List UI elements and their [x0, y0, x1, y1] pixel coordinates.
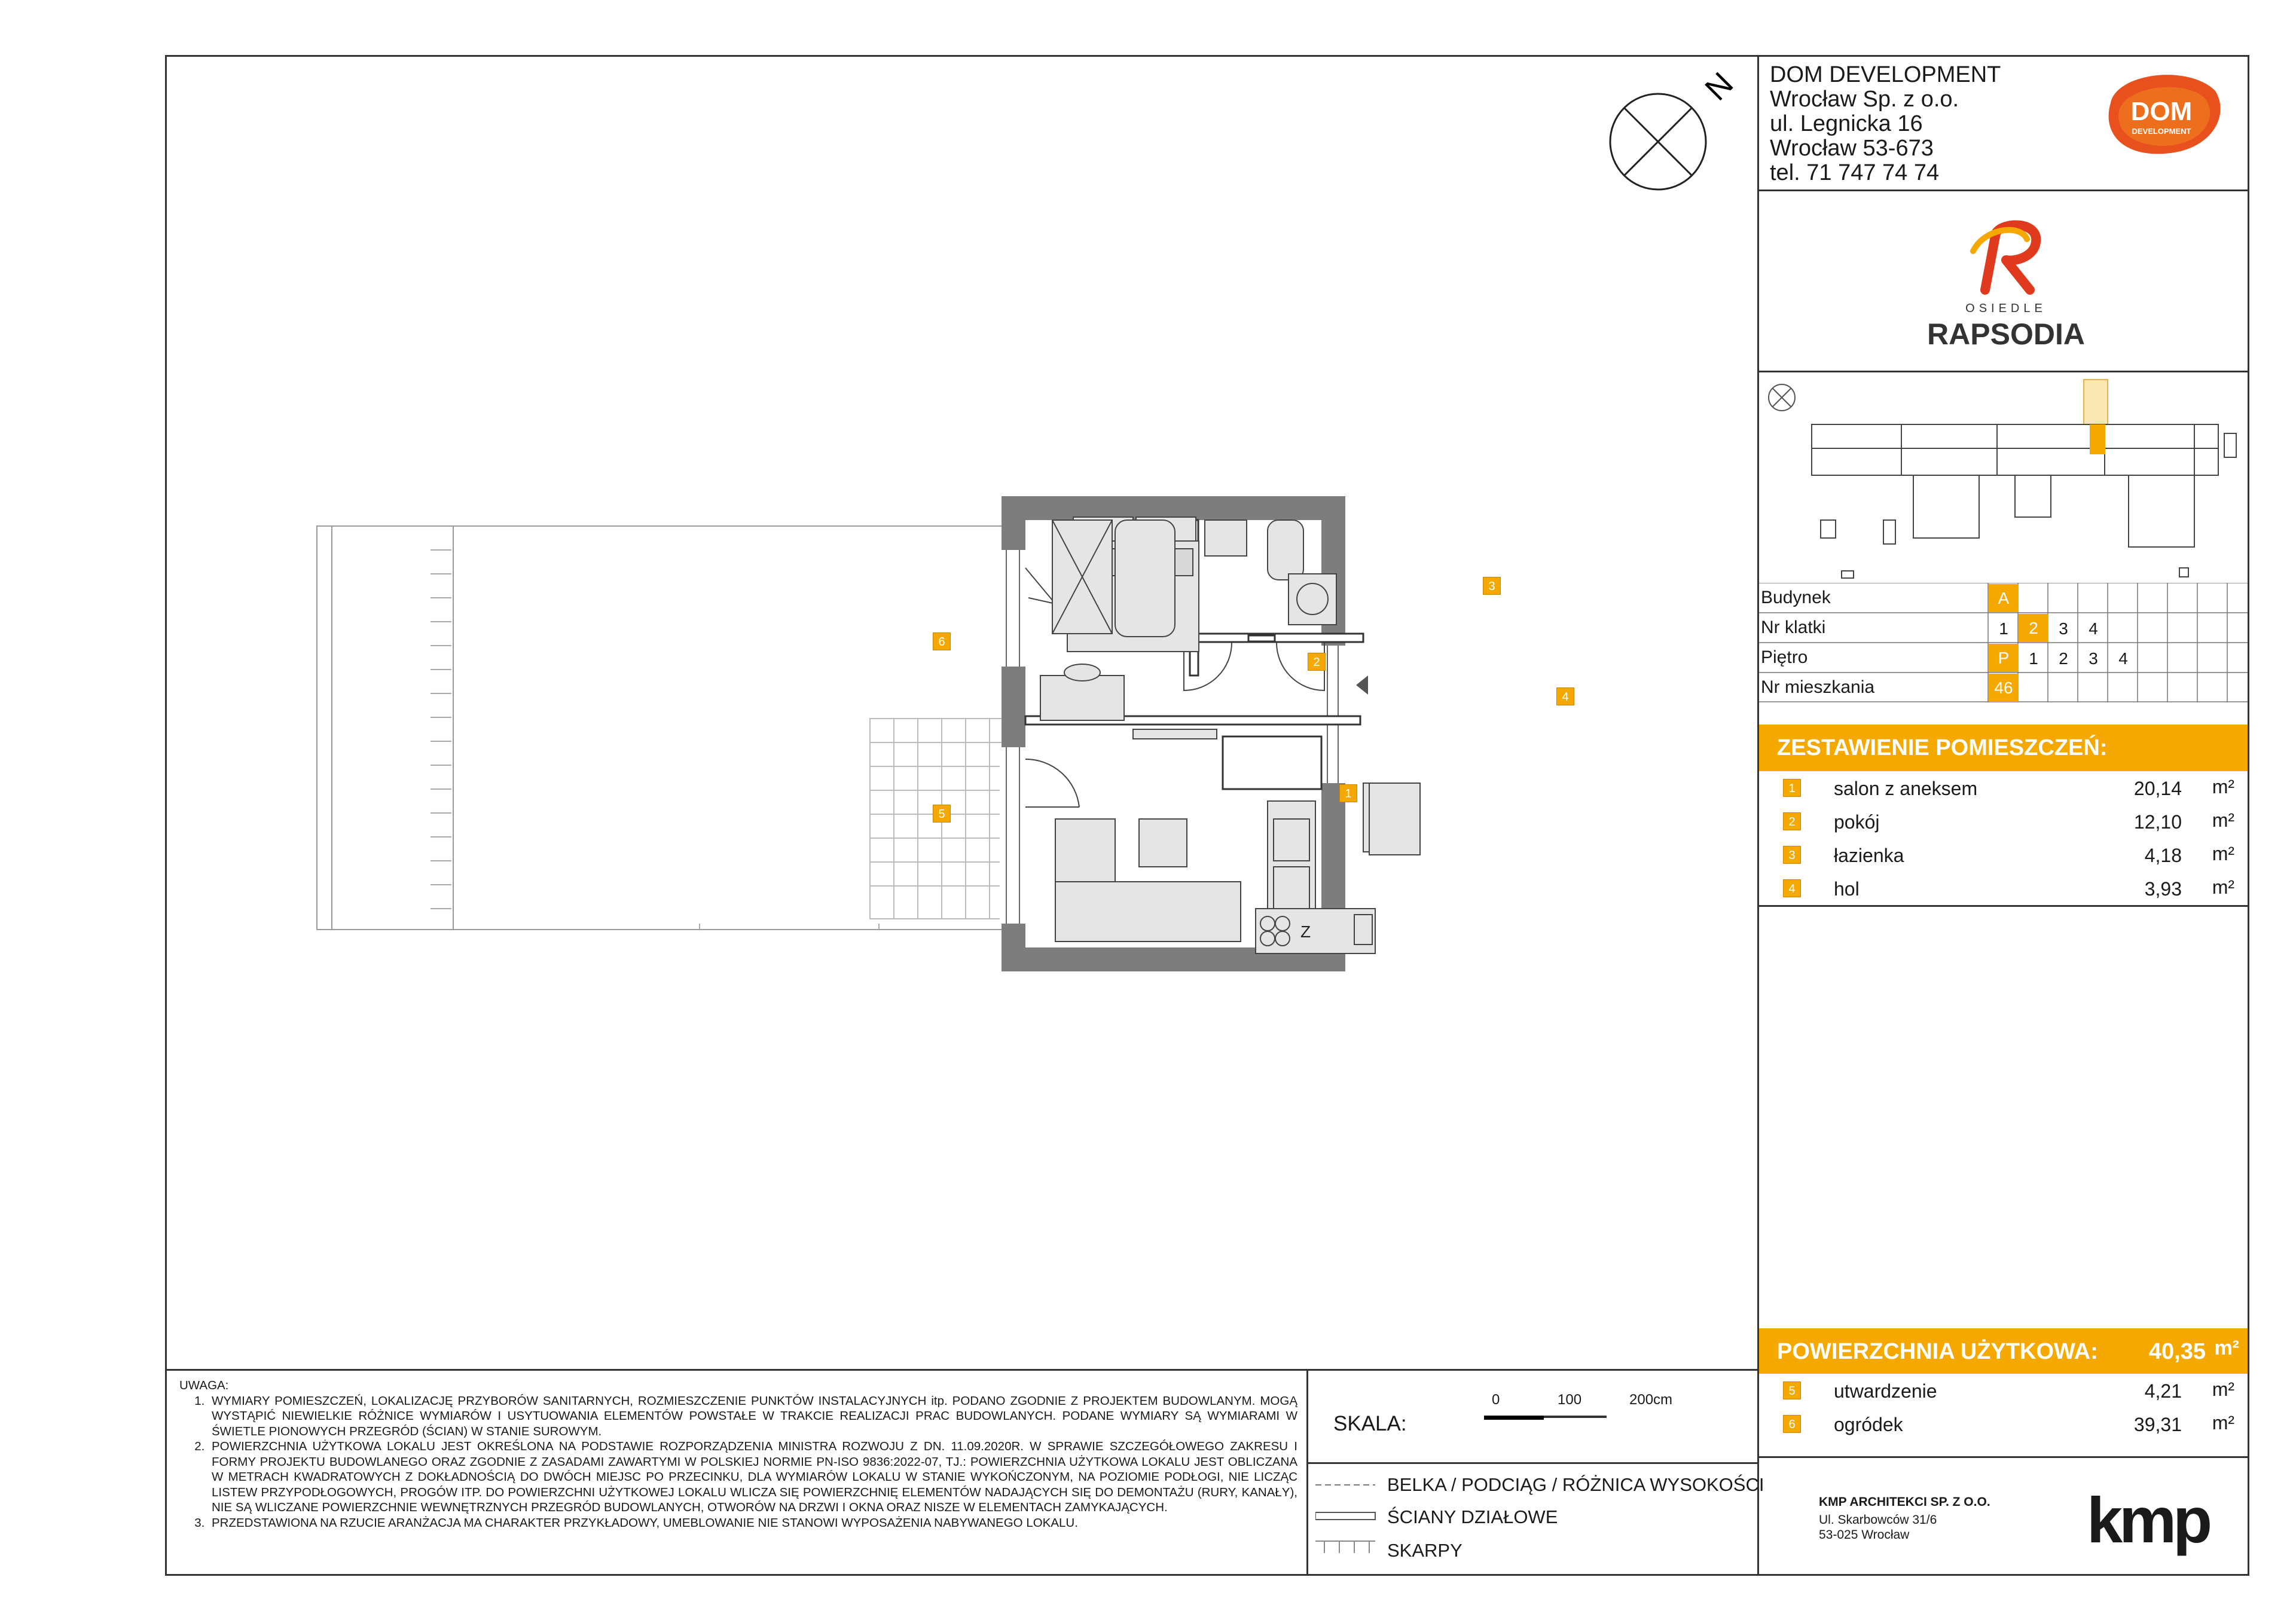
rooms-header	[1759, 725, 2248, 771]
plan-badge-hall: 4	[1556, 687, 1574, 705]
company-street: ul. Legnicka 16	[1770, 111, 1923, 136]
pietro-cell: 3	[2089, 649, 2098, 668]
pietro-cell-selected: P	[1989, 644, 2019, 672]
scale-tick: 200cm	[1629, 1392, 1673, 1408]
rapsodia-logo	[1925, 209, 2087, 359]
architect-street: Ul. Skarbowców 31/6	[1819, 1513, 1937, 1527]
compass-letter: N	[1698, 65, 1741, 108]
company-address	[1770, 63, 2001, 185]
room-badge: 4	[1783, 879, 1801, 897]
room-row	[1759, 805, 2248, 838]
klatka-label: Nr klatki	[1761, 618, 1826, 637]
company-name: DOM DEVELOPMENT	[1770, 62, 2001, 87]
scale-bar	[1484, 1410, 1607, 1418]
extra-unit: m²	[2212, 1379, 2234, 1400]
rooms-title: ZESTAWIENIE POMIESZCZEŃ:	[1777, 735, 2108, 760]
legend-partition: ŚCIANY DZIAŁOWE	[1387, 1506, 1558, 1527]
key-plan-compass-icon	[1769, 384, 1795, 411]
rooms-bottom-line	[1759, 905, 2248, 907]
total-area-unit: m²	[2214, 1337, 2239, 1359]
room-name: łazienka	[1834, 845, 1904, 866]
room-badge: 1	[1783, 779, 1801, 797]
plan-badge-terrace: 5	[933, 805, 951, 823]
room-row	[1759, 771, 2248, 805]
mieszkanie-value: 46	[1989, 674, 2019, 702]
garden-slope-marks	[430, 550, 879, 930]
room-unit: m²	[2212, 776, 2234, 797]
rapsodia-r-mark-icon	[1925, 209, 2087, 299]
room-badge: 3	[1783, 846, 1801, 864]
total-area-label: POWIERZCHNIA UŻYTKOWA:	[1777, 1339, 2098, 1364]
room-area: 3,93	[2144, 878, 2182, 900]
plan-badge-bedroom: 2	[1308, 653, 1326, 671]
room-unit: m²	[2212, 843, 2234, 864]
note-item: 1. WYMIARY POMIESZCZEŃ, LOKALIZACJĘ PRZYBORÓW SANITARNYCH, ROZMIESZCZENIE PUNKTÓW INSTALACYJNYCH itp. PODANO ZGODNIE Z PROJEKTEM BUDOWLANYM. MOGĄ WYSTĄPIĆ NIEWIELKIE RÓŻNICE WYMIARÓW I USYTUOWANIA ELEMENTÓW POWSTAŁE W TRAKCIE REALIZACJI PRAC BUDOWLANYCH. PODANE WYMIARY SĄ WYMIARAMI W ŚWIETLE PIONOWYCH PRZEGRÓD (ŚCIAN) W STANIE SUROWYM.	[208, 1393, 1297, 1439]
total-area-value: 40,35	[2148, 1339, 2206, 1364]
room-area: 4,18	[2144, 845, 2182, 866]
scale-tick: 0	[1492, 1392, 1500, 1408]
extra-badge: 6	[1783, 1415, 1801, 1433]
dom-logo-text: DOM	[2130, 97, 2193, 126]
scale-tick: 100	[1558, 1392, 1582, 1408]
scale-divider	[1306, 1369, 1308, 1576]
estate-small-label: OSIEDLE	[1965, 302, 2047, 315]
room-name: pokój	[1834, 811, 1880, 833]
garden-outline	[317, 526, 1010, 930]
legend-beam: BELKA / PODCIĄG / RÓŻNICA WYSOKOŚCI	[1387, 1474, 1764, 1495]
architect-name: KMP ARCHITEKCI SP. Z O.O.	[1819, 1495, 1990, 1509]
legend-slope: SKARPY	[1387, 1540, 1463, 1561]
logo-divider	[1757, 371, 2249, 372]
room-area: 20,14	[2133, 778, 2182, 799]
extra-row	[1759, 1407, 2248, 1441]
plan-badge-bathroom: 3	[1483, 577, 1501, 595]
entrance-marker-icon	[1356, 676, 1368, 695]
note-item: 3. PRZEDSTAWIONA NA RZUCIE ARANŻACJA MA CHARAKTER PRZYKŁADOWY, UMEBLOWANIE NIE STANOWI WYPOSAŻENIA NABYWANEGO LOKALU.	[208, 1515, 1297, 1531]
pietro-label: Piętro	[1761, 647, 1808, 667]
plan-badge-garden: 6	[933, 632, 951, 650]
klatka-cell-selected: 2	[2019, 614, 2048, 642]
budynek-label: Budynek	[1761, 588, 1831, 607]
klatka-cell: 4	[2089, 619, 2098, 638]
dom-logo-subtext: DEVELOPMENT	[2132, 127, 2191, 136]
architect-city: 53-025 Wrocław	[1819, 1528, 1910, 1542]
notes-divider	[165, 1369, 1758, 1371]
legend-divider	[1306, 1462, 1758, 1464]
room-row	[1759, 872, 2248, 905]
room-unit: m²	[2212, 809, 2234, 831]
extra-row	[1759, 1374, 2248, 1407]
plan-badge-living: 1	[1339, 784, 1357, 802]
room-name: salon z aneksem	[1834, 778, 1978, 799]
header-divider	[1757, 189, 2249, 191]
floor-plan	[311, 484, 1686, 974]
pietro-cell: 1	[2029, 649, 2038, 668]
klatka-cell: 1	[1999, 619, 2008, 638]
extra-name: utwardzenie	[1834, 1380, 1937, 1402]
extra-area: 39,31	[2133, 1414, 2182, 1435]
company-phone: tel. 71 747 74 74	[1770, 160, 1940, 185]
extra-area: 4,21	[2144, 1380, 2182, 1402]
extra-name: ogródek	[1834, 1414, 1903, 1435]
compass-icon	[1602, 60, 1752, 197]
key-plan-buildings	[1812, 424, 2236, 578]
room-area: 12,10	[2133, 811, 2182, 833]
budynek-value: A	[1989, 584, 2019, 612]
key-plan-highlight-column	[2084, 380, 2108, 424]
klatka-cell: 3	[2059, 619, 2068, 638]
company-line2: Wrocław Sp. z o.o.	[1770, 87, 1959, 112]
pietro-cell: 4	[2118, 649, 2128, 668]
dom-development-logo	[2099, 67, 2224, 157]
key-plan	[1764, 377, 2248, 580]
note-item: 2. POWIERZCHNIA UŻYTKOWA LOKALU JEST OKREŚLONA NA PODSTAWIE ROZPORZĄDZENIA MINISTRA ROZWOJU Z DN. 11.09.2020R. W SPRAWIE SZCZEGÓŁOWEGO ZAKRESU I FORMY PROJEKTU BUDOWLANEGO ORAZ ZGODNIE Z ZASADAMI ZAWARTYMI W POLSKIEJ NORMIE PN-ISO 9836:2022-07, TJ.: POWIERZCHNIA UŻYTKOWA LOKALU JEST OBLICZANA W METRACH KWADRATOWYCH Z DOKŁADNOŚCIĄ DO DWÓCH MIEJSC PO PRZECINKU, DLA WYMIARÓW LOKALU W STANIE WYKOŃCZONYM, NA POZIOMIE PODŁOGI, NIE LICZĄC LISTEW PRZYPODŁOGOWYCH, PROGÓW ITP. DO POWIERZCHNI UŻYTKOWEJ LOKALU WLICZA SIĘ POWIERZCHNIĘ ELEMENTÓW NADAJĄCYCH SIĘ DO DEMONTAŻU (RURY, KANAŁY), NIE SĄ WLICZANE POWIERZCHNIE WEWNĘTRZNYCH PRZEGRÓD BUDOWLANYCH, OTWORÓW NA DRZWI I OKNA ORAZ NISZE W ELEMENTACH ZAMYKAJĄCYCH.	[208, 1439, 1297, 1515]
room-row	[1759, 838, 2248, 872]
kmp-logo: kmp	[2087, 1484, 2209, 1556]
total-area-band	[1759, 1328, 2248, 1374]
room-badge: 2	[1783, 812, 1801, 830]
notes-title: UWAGA:	[179, 1379, 229, 1392]
estate-name: RAPSODIA	[1927, 317, 2085, 351]
extra-unit: m²	[2212, 1412, 2234, 1434]
room-name: hol	[1834, 878, 1860, 900]
pietro-cell: 2	[2059, 649, 2068, 668]
scale-label: SKALA:	[1333, 1412, 1407, 1435]
notes-block	[179, 1378, 1297, 1530]
mieszkanie-label: Nr mieszkania	[1761, 677, 1875, 697]
architect-divider	[1757, 1456, 2249, 1458]
legend-symbols	[1315, 1477, 1381, 1566]
key-plan-selected-unit	[2090, 424, 2105, 454]
stove-letter: Z	[1300, 922, 1311, 941]
extra-badge: 5	[1783, 1381, 1801, 1399]
room-unit: m²	[2212, 876, 2234, 898]
slope-symbol-icon	[1315, 1541, 1375, 1553]
company-city: Wrocław 53-673	[1770, 136, 1934, 161]
partition-symbol-icon	[1315, 1512, 1375, 1520]
